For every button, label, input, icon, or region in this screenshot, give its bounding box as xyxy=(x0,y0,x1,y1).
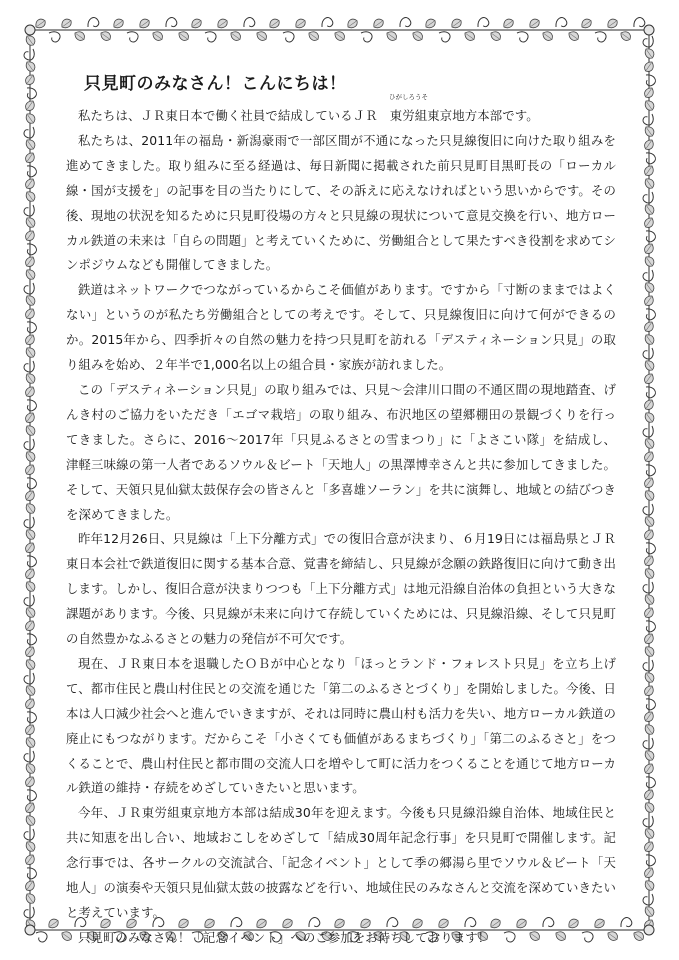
vine-ornament xyxy=(23,553,38,568)
paragraph-5: 昨年12月26日、只見線は「上下分離方式」での復旧合意が決まり、６月19日には福島県とＪＲ東日本会社で鉄道復旧に関する基本合意、覚書を締結し、只見線が念願の鉄路復旧に向けて動き出します。しかし、復旧合意が決まりつつも「上下分離方式」は地元沿線自治体の負担という大きな課題があります。今後、只見線が未来に向けて存続していくためには、只見線沿線、そして只見町の自然豊かなふるさとの魅力の発信が不可欠です。 xyxy=(66,531,616,647)
vine-ornament xyxy=(553,16,568,31)
vine-ornament xyxy=(642,696,657,711)
vine-ornament xyxy=(280,29,295,44)
vine-ornament xyxy=(642,228,657,243)
vine-ornament xyxy=(643,450,656,464)
vine-ornament xyxy=(46,917,60,930)
vine-ornament xyxy=(643,138,656,152)
paragraph-4: この「デスティネーション只見」の取り組みでは、只見～会津川口間の不通区間の現地踏査、げんき村のご協力をいただき「エゴマ栽培」の取り組み、布沢地区の望郷棚田の景観づくりを行ってきました。さらに、2016～2017年「只見ふるさとの雪まつり」に「よさこい隊」を結成し、津軽三味線の第一人者であるソウル＆ビート「天地人」の黒澤博幸さんと共に参加してきました。そして、天領只見仙獄太鼓保存会の皆さんと「多喜雄ソーラン」を共に演舞し、地域との結びつきを深めてきました。 xyxy=(66,381,616,522)
vine-ornament xyxy=(618,916,633,931)
vine-ornament xyxy=(59,17,73,30)
vine-ornament xyxy=(643,476,656,490)
vine-ornament xyxy=(202,29,217,44)
vine-ornament xyxy=(567,29,581,42)
vine-ornament xyxy=(333,29,347,42)
paragraph-intro xyxy=(66,93,616,129)
vine-ornament xyxy=(423,17,437,30)
vine-ornament xyxy=(642,540,657,555)
vine-ornament xyxy=(385,29,399,42)
intro-text-before: 私たちは、ＪＲ東日本で働く社員で結成しているＪＲ xyxy=(78,108,378,123)
vine-ornament xyxy=(24,99,37,113)
vine-ornament xyxy=(111,17,125,30)
vine-ornament xyxy=(642,462,657,477)
vine-ornament xyxy=(24,723,37,737)
vine-ornament xyxy=(345,17,359,30)
corner-flourish xyxy=(644,925,654,935)
vine-ornament xyxy=(229,29,243,42)
vine-ornament xyxy=(177,29,191,42)
vine-ornament xyxy=(642,618,657,633)
vine-ornament xyxy=(527,17,541,30)
vine-ornament xyxy=(643,216,656,230)
paragraph-2: 私たちは、2011年の福島・新潟豪雨で一部区間が不通になった只見線復旧に向けた取り組みを進めてきました。取り組みに至る経過は、毎日新聞に掲載された前只見町目黒町長の「ローカル線・国が支援を」の記事を目の当たりにして、その訴えに応えなければという思いからです。その後、現地の状況を知るために只見町役場の方々と只見線の現状について意見交換を行い、地方ローカル鉄道の未来は「自らの問題」と考えていくために、労働組合として果たすべき役割を求めてシンポジウムなども開催してきました。 xyxy=(66,132,616,273)
vine-ornament xyxy=(643,554,656,568)
vine-ornament xyxy=(24,801,37,815)
vine-ornament xyxy=(605,17,619,30)
vine-ornament xyxy=(463,29,477,42)
vine-ornament xyxy=(642,852,657,867)
vine-ornament xyxy=(449,17,463,30)
letter-body xyxy=(66,70,616,951)
vine-ornament xyxy=(643,60,656,74)
paragraph-6: 現在、ＪＲ東日本を退職したＯＢが中心となり「ほっとランド・フォレスト只見」を立ち上げて、都市住民と農山村住民との交流を通じた「第二のふるさとづくり」を開始しました。今後、日本は人口減少社会へと進んでいきますが、それは同時に農山村も活力を失い、地方ローカル鉄道の廃止にもつながります。だからこそ「小さくても価値があるまちづくり」「第二のふるさと」をつくることで、農山村住民と都市間の交流人口を増やして町に活力をつくることを通じて地方ローカル鉄道の維持・存続をめざしていきたいと思います。 xyxy=(66,655,616,796)
vine-ornament xyxy=(24,229,37,243)
vine-ornament xyxy=(33,17,47,30)
vine-ornament xyxy=(643,242,656,256)
vine-ornament xyxy=(632,929,646,942)
vine-ornament xyxy=(592,29,607,44)
vine-ornament xyxy=(24,567,37,581)
vine-ornament xyxy=(643,164,656,178)
vine-ornament xyxy=(24,853,37,867)
vine-ornament xyxy=(24,879,37,893)
vine-ornament xyxy=(24,385,37,399)
vine-ornament xyxy=(643,632,656,646)
vine-ornament xyxy=(643,866,656,880)
vine-ornament xyxy=(475,16,490,31)
corner-flourish xyxy=(25,25,35,35)
vine-ornament xyxy=(307,29,321,42)
vine-ornament xyxy=(489,29,503,42)
vine-ornament xyxy=(411,29,425,42)
vine-ornament xyxy=(24,177,37,191)
vine-ornament xyxy=(24,619,37,633)
vine-ornament xyxy=(643,398,656,412)
vine-ornament xyxy=(33,929,48,944)
vine-ornament xyxy=(643,762,656,776)
vine-ornament xyxy=(23,709,38,724)
vine-ornament xyxy=(137,17,151,30)
vine-ornament xyxy=(151,29,165,42)
vine-ornament xyxy=(24,333,37,347)
paragraph-closing: 只見町のみなさん！「記念イベント」へのご参加をお待ちしております！ xyxy=(78,929,491,945)
vine-ornament xyxy=(85,16,100,31)
vine-ornament xyxy=(23,787,38,802)
vine-ornament xyxy=(643,86,656,100)
vine-ornament xyxy=(436,29,451,44)
corner-flourish xyxy=(644,25,654,35)
vine-ornament xyxy=(642,384,657,399)
vine-ornament xyxy=(23,319,38,334)
vine-ornament xyxy=(643,788,656,802)
vine-ornament xyxy=(46,29,61,44)
vine-ornament xyxy=(24,73,37,87)
vine-ornament xyxy=(23,865,38,880)
vine-ornament xyxy=(124,29,139,44)
vine-ornament xyxy=(643,294,656,308)
vine-ornament xyxy=(293,17,307,30)
vine-ornament xyxy=(642,150,657,165)
vine-ornament xyxy=(23,85,38,100)
vine-ornament xyxy=(643,372,656,386)
vine-ornament xyxy=(255,29,269,42)
vine-ornament xyxy=(643,606,656,620)
vine-ornament xyxy=(24,151,37,165)
intro-text-after: 東京地方本部です。 xyxy=(427,108,539,123)
vine-ornament xyxy=(23,475,38,490)
vine-ornament xyxy=(23,163,38,178)
vine-ornament xyxy=(358,29,373,44)
vine-ornament xyxy=(24,697,37,711)
paragraph-7: 今年、ＪＲ東労組東京地方本部は結成30年を迎えます。今後も只見線沿線自治体、地域住民と共に知恵を出し合い、地域おこしをめざして「結成30周年記念行事」を只見町で開催します。記念行事では、各サークルの交流試合、「記念イベント」として季の郷湯ら里でソウル＆ビート「天地人」の演奏や天領只見仙獄太鼓の披露などを行い、地域住民のみなさんと交流を深めていきたいと考えています。 xyxy=(66,805,616,920)
paragraph-3: 鉄道はネットワークでつながっているからこそ価値があります。ですから「寸断のままではよくない」というのが私たち労働組合としての考えです。そして、只見線復旧に向けて何ができるのか。2015年から、四季折々の自然の魅力を持つ只見町を訪れる「デスティネーション只見」の取り組みを始め、２年半で1,000名以上の組合員・家族が訪れました。 xyxy=(66,282,616,373)
vine-ornament xyxy=(23,397,38,412)
vine-ornament xyxy=(24,775,37,789)
vine-ornament xyxy=(23,631,38,646)
vine-ornament xyxy=(73,29,87,42)
vine-ornament xyxy=(241,16,256,31)
vine-ornament xyxy=(267,17,281,30)
vine-ornament xyxy=(24,255,37,269)
vine-ornament xyxy=(397,16,412,31)
vine-ornament xyxy=(24,463,37,477)
corner-flourish xyxy=(25,925,35,935)
vine-ornament xyxy=(163,16,178,31)
vine-ornament xyxy=(371,17,385,30)
vine-ornament xyxy=(24,541,37,555)
vine-ornament xyxy=(643,840,656,854)
vine-ornament xyxy=(215,17,229,30)
vine-ornament xyxy=(643,710,656,724)
vine-ornament xyxy=(24,307,37,321)
vine-ornament xyxy=(99,29,113,42)
vine-ornament xyxy=(643,528,656,542)
vine-ornament xyxy=(619,29,633,42)
vine-ornament xyxy=(319,16,334,31)
vine-ornament xyxy=(189,17,203,30)
vine-ornament xyxy=(643,320,656,334)
letter-title: 只見町のみなさん！こんにちは！ xyxy=(84,74,347,94)
vine-ornament xyxy=(514,29,529,44)
vine-ornament xyxy=(501,17,515,30)
vine-ornament xyxy=(642,306,657,321)
vine-ornament xyxy=(642,72,657,87)
vine-ornament xyxy=(643,684,656,698)
vine-ornament xyxy=(24,489,37,503)
vine-ornament xyxy=(579,17,593,30)
vine-ornament xyxy=(642,774,657,789)
vine-ornament xyxy=(23,241,38,256)
vine-ornament xyxy=(24,411,37,425)
ruby-higashi-roso xyxy=(378,93,429,129)
vine-ornament xyxy=(541,29,555,42)
ruby-base: 東労組 xyxy=(389,108,428,123)
vine-ornament xyxy=(24,645,37,659)
ruby-reading: ひがしろうそ xyxy=(389,93,429,101)
